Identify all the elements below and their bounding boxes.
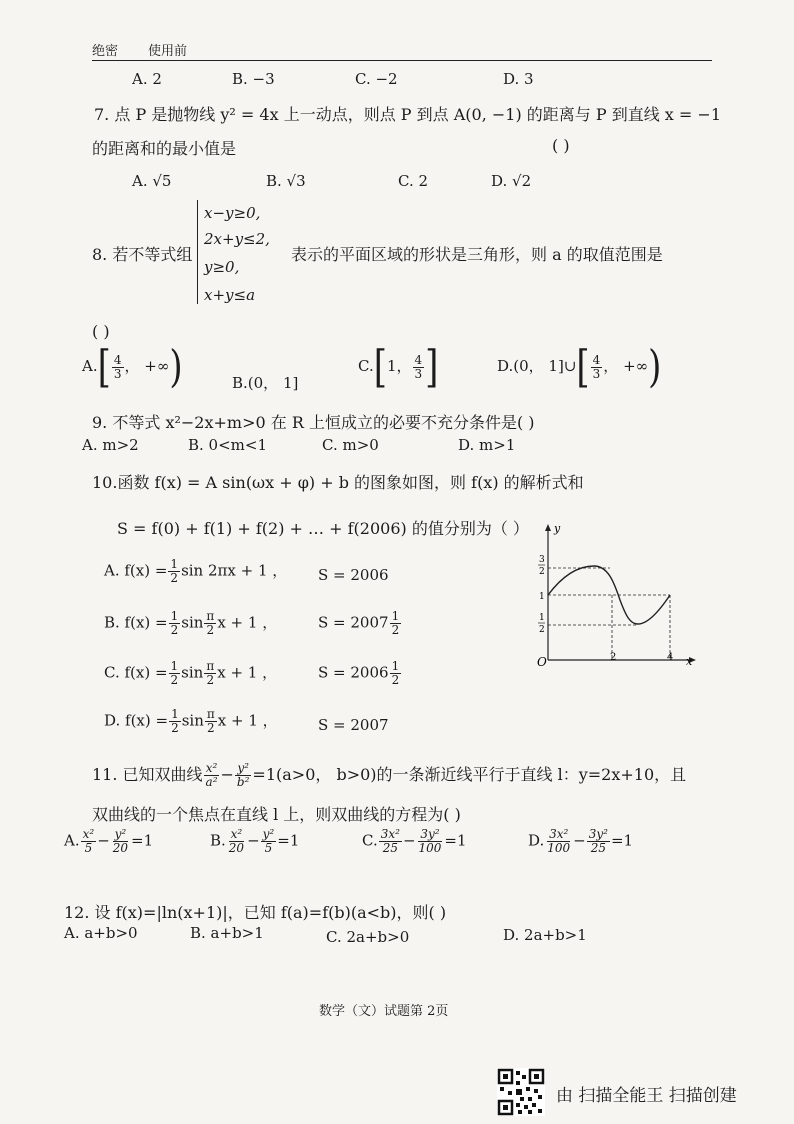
- q10-option-d: [104, 708, 278, 735]
- fraction-numerator: 3y²: [420, 827, 440, 841]
- fraction-denominator: 20: [228, 841, 245, 855]
- q8-option-c-close: ]: [425, 341, 439, 393]
- q8-system-brace: [197, 200, 202, 304]
- q7-option-a: A. √5: [132, 172, 172, 190]
- equals-one: =1: [277, 831, 300, 850]
- q8-option-c-label: C.: [358, 357, 374, 375]
- frac: [587, 828, 610, 855]
- q6-option-d: D. 3: [503, 70, 534, 88]
- fraction-numerator: 1: [391, 609, 400, 623]
- pi-half-fraction: [205, 708, 217, 735]
- q8-option-d-fraction: [591, 354, 603, 381]
- fraction-numerator: 4: [414, 352, 423, 367]
- equals-one: =1: [131, 831, 154, 850]
- fraction-denominator: 2: [170, 673, 179, 687]
- q10-option-d-after: x + 1 ，: [217, 711, 278, 730]
- pi-half-fraction: [204, 610, 216, 637]
- q9-option-d: D. m>1: [458, 436, 516, 454]
- q8-ineq-4: x+y≤a: [204, 286, 256, 304]
- graph-x-label: x: [686, 655, 693, 668]
- q8-option-b: B.(0， 1]: [232, 374, 299, 392]
- graph-ytick-1: 1: [539, 592, 545, 602]
- fraction-numerator: x²: [230, 827, 243, 841]
- q11-stem-line2: 双曲线的一个焦点在直线 l 上，则双曲线的方程为( ): [92, 805, 461, 824]
- q7-option-d: D. √2: [491, 172, 532, 190]
- q8-suffix: 表示的平面区域的形状是三角形，则 a 的取值范围是: [291, 245, 663, 264]
- q8-option-d-rest: ， +∞: [603, 357, 649, 375]
- equals-one: =1: [610, 831, 634, 850]
- equals-one: =1: [444, 831, 467, 850]
- half-fraction: [168, 558, 180, 585]
- q10-option-c-fn: sin: [181, 663, 204, 682]
- fraction-denominator: 20: [112, 841, 129, 855]
- q8-option-d: [497, 341, 662, 393]
- fraction-numerator: π: [206, 609, 215, 623]
- frac: [379, 828, 402, 855]
- half-fraction: [390, 660, 402, 687]
- frac: [81, 828, 97, 855]
- fraction-denominator: b²: [236, 775, 250, 789]
- q9-option-c: C. m>0: [322, 436, 379, 454]
- q10-option-c-after: x + 1 ，: [217, 663, 278, 682]
- fraction-numerator: 1: [170, 557, 179, 571]
- half-fraction: [169, 610, 181, 637]
- fraction-denominator: 100: [547, 841, 571, 855]
- q11-rest: =1(a>0， b>0)的一条渐近线平行于直线 l：y=2x+10，且: [252, 765, 687, 784]
- q11-frac-y: [235, 762, 252, 789]
- fraction-numerator: y²: [114, 827, 127, 841]
- fraction-denominator: 2: [170, 623, 179, 637]
- fraction-numerator: 3y²: [588, 827, 608, 841]
- function-graph: [528, 520, 708, 670]
- q8-option-a-fraction: [112, 354, 124, 381]
- q12-option-b: B. a+b>1: [190, 924, 264, 942]
- fraction-numerator: π: [206, 659, 215, 673]
- q12-option-a: A. a+b>0: [64, 924, 138, 942]
- q10-option-c: [104, 660, 277, 687]
- fraction-denominator: 25: [382, 841, 398, 855]
- q6-option-b: B. −3: [232, 70, 275, 88]
- q11-option-b: B. $\frac{\text{x²}}{20}$ − $\frac{\text{y²}}{5}$ =1: [210, 827, 300, 855]
- graph-ytick-3-num: 3: [539, 555, 545, 565]
- scanner-watermark-text: 由 扫描全能王 扫描创建: [556, 1086, 737, 1106]
- q10-option-c-sum-text: S = 2006: [318, 663, 389, 682]
- q8-option-c: [358, 341, 439, 393]
- fraction-numerator: 4: [592, 352, 601, 367]
- fraction-denominator: 2: [171, 721, 179, 735]
- fraction-denominator: 25: [590, 841, 606, 855]
- q10-option-a-prefix: A. f(x) =: [104, 561, 168, 580]
- q10-option-b-after: x + 1 ，: [217, 613, 278, 632]
- q8-ineq-3: y≥0,: [204, 258, 240, 276]
- q6-option-a: A. 2: [132, 70, 162, 88]
- fraction-denominator: 2: [391, 673, 400, 687]
- graph-xtick-4: 4: [667, 652, 674, 663]
- q8-ineq-2: 2x+y≤2,: [204, 230, 270, 248]
- page-footer: 数学（文）试题第 2页: [319, 1004, 449, 1019]
- fraction-denominator: 5: [264, 841, 273, 855]
- fraction-denominator: 2: [207, 721, 215, 735]
- q9-option-b: B. 0<m<1: [188, 436, 268, 454]
- graph-y-arrow: [545, 524, 551, 531]
- q7-option-c: C. 2: [398, 172, 429, 190]
- fraction-numerator: 4: [113, 352, 122, 367]
- graph-origin: O: [537, 655, 547, 669]
- frac: [545, 828, 572, 855]
- option-label: A.: [64, 831, 80, 850]
- q11-option-a: A. $\frac{\text{x²}}{5}$ − $\frac{\text{y²}}{20}$ =1: [64, 827, 154, 855]
- graph-ytick-3-den: 2: [539, 567, 545, 577]
- pi-half-fraction: [204, 660, 216, 687]
- q10-option-b: [104, 610, 277, 637]
- fraction-denominator: 3: [592, 366, 601, 381]
- q7-stem-line1: 7. 点 P 是抛物线 y² = 4x 上一动点，则点 P 到点 A(0, −1) 的距离与 P 到直线 x = −1: [94, 105, 721, 124]
- q12-stem: 12. 设 f(x)=|ln(x+1)|，已知 f(a)=f(b)(a<b)，则( ): [64, 903, 447, 922]
- qr-code-icon: [497, 1068, 545, 1116]
- fraction-numerator: 1: [170, 659, 179, 673]
- frac: [111, 828, 130, 855]
- fraction-numerator: 1: [391, 659, 400, 673]
- q10-option-d-fn: sin: [181, 711, 204, 730]
- q10-option-d-sum: S = 2007: [318, 716, 389, 734]
- fraction-numerator: 3x²: [380, 827, 400, 841]
- q8-prefix: 8. 若不等式组: [92, 245, 193, 264]
- q6-option-c: C. −2: [355, 70, 398, 88]
- header-before-use: 使用前: [148, 44, 188, 59]
- q10-option-a-fn: sin 2πx + 1 ，: [181, 561, 288, 580]
- fraction-numerator: x²: [82, 827, 95, 841]
- header-secret: 绝密: [92, 44, 119, 59]
- q11-prefix: 11. 已知双曲线: [92, 765, 203, 784]
- fraction-numerator: π: [206, 707, 215, 721]
- q10-option-a: [104, 558, 287, 585]
- q10-option-b-sum: [318, 610, 402, 637]
- q8-option-a-bracket: [: [97, 341, 111, 393]
- q8-option-a-close: ): [169, 341, 183, 393]
- q10-option-c-sum: [318, 660, 402, 687]
- q8-option-c-bracket: [: [373, 341, 387, 393]
- q10-stem-line2: S = f(0) + f(1) + f(2) + … + f(2006) 的值分别为（ ）: [117, 519, 529, 538]
- graph-xtick-2: 2: [610, 652, 617, 663]
- header-rule: [92, 60, 712, 61]
- fraction-numerator: 1: [170, 609, 179, 623]
- fraction-denominator: 2: [206, 623, 215, 637]
- q11-option-c: C. $\frac{\text{3x²}}{25}$ − $\frac{\text{3y²}}{100}$ =1: [362, 827, 467, 855]
- q11-frac-x: [204, 762, 220, 789]
- q7-stem-line2: 的距离和的最小值是: [92, 139, 237, 158]
- fraction-numerator: 1: [171, 707, 179, 721]
- fraction-denominator: 3: [113, 366, 122, 381]
- q9-option-a: A. m>2: [82, 436, 139, 454]
- q10-option-a-sum: S = 2006: [318, 566, 389, 584]
- q10-stem-line1: 10.函数 f(x) = A sin(ωx + φ) + b 的图象如图，则 f(x) 的解析式和: [92, 473, 584, 492]
- q11-stem-line1: 11. 已知双曲线 $\frac{\text{x²}}{\text{a²}}$ − $\frac{\text{y²}}{\text{b²}}$ =1(a>0， b>0)的一条渐近线平行于直线 l：y=2x+10，且: [92, 761, 687, 789]
- fraction-numerator: y²: [262, 827, 275, 841]
- q8-paren: ( ): [92, 322, 110, 341]
- fraction-denominator: 3: [414, 366, 423, 381]
- fraction-denominator: 100: [418, 841, 442, 855]
- q11-option-d: D. $\frac{\text{3x²}}{100}$ − $\frac{\text{3y²}}{25}$ =1: [528, 827, 634, 855]
- frac: [227, 828, 246, 855]
- fraction-denominator: 2: [170, 571, 179, 585]
- q9-stem: 9. 不等式 x²−2x+m>0 在 R 上恒成立的必要不充分条件是( ): [92, 413, 535, 432]
- graph-ytick-half-num: 1: [539, 613, 545, 623]
- q8-option-c-mid: 1，: [386, 357, 412, 375]
- q8-option-d-bracket: [: [576, 341, 590, 393]
- q8-option-a-label: A.: [82, 357, 98, 375]
- option-label: C.: [362, 831, 378, 850]
- fraction-numerator: y²: [237, 761, 249, 775]
- q7-option-b: B. √3: [266, 172, 306, 190]
- option-label: B.: [210, 831, 226, 850]
- q8-ineq-1: x−y≥0,: [204, 204, 261, 222]
- fraction-denominator: 5: [84, 841, 93, 855]
- q10-option-b-sum-text: S = 2007: [318, 613, 389, 632]
- fraction-numerator: x²: [205, 761, 218, 775]
- half-fraction: [169, 708, 181, 735]
- fraction-denominator: 2: [206, 673, 215, 687]
- q10-option-d-prefix: D. f(x) =: [104, 711, 169, 730]
- half-fraction: [390, 610, 402, 637]
- q12-option-d: D. 2a+b>1: [503, 926, 587, 944]
- frac: [417, 828, 444, 855]
- q12-option-c: C. 2a+b>0: [326, 928, 410, 946]
- fraction-denominator: 2: [391, 623, 400, 637]
- q8-option-c-fraction: [413, 354, 425, 381]
- q8-option-d-label: D.(0， 1]∪: [497, 357, 577, 375]
- option-label: D.: [528, 831, 545, 850]
- q8-option-d-close: ): [648, 341, 662, 393]
- fraction-denominator: a²: [205, 775, 218, 789]
- fraction-numerator: 3x²: [549, 827, 569, 841]
- half-fraction: [169, 660, 181, 687]
- q7-paren: ( ): [552, 136, 570, 155]
- graph-y-label: y: [554, 522, 561, 535]
- graph-ytick-half-den: 2: [539, 625, 545, 635]
- q10-option-b-fn: sin: [181, 613, 204, 632]
- q10-option-c-prefix: C. f(x) =: [104, 663, 168, 682]
- frac: [261, 828, 277, 855]
- q8-option-a-rest: ， +∞: [124, 357, 170, 375]
- q8-option-a: [82, 341, 183, 393]
- q10-option-b-prefix: B. f(x) =: [104, 613, 168, 632]
